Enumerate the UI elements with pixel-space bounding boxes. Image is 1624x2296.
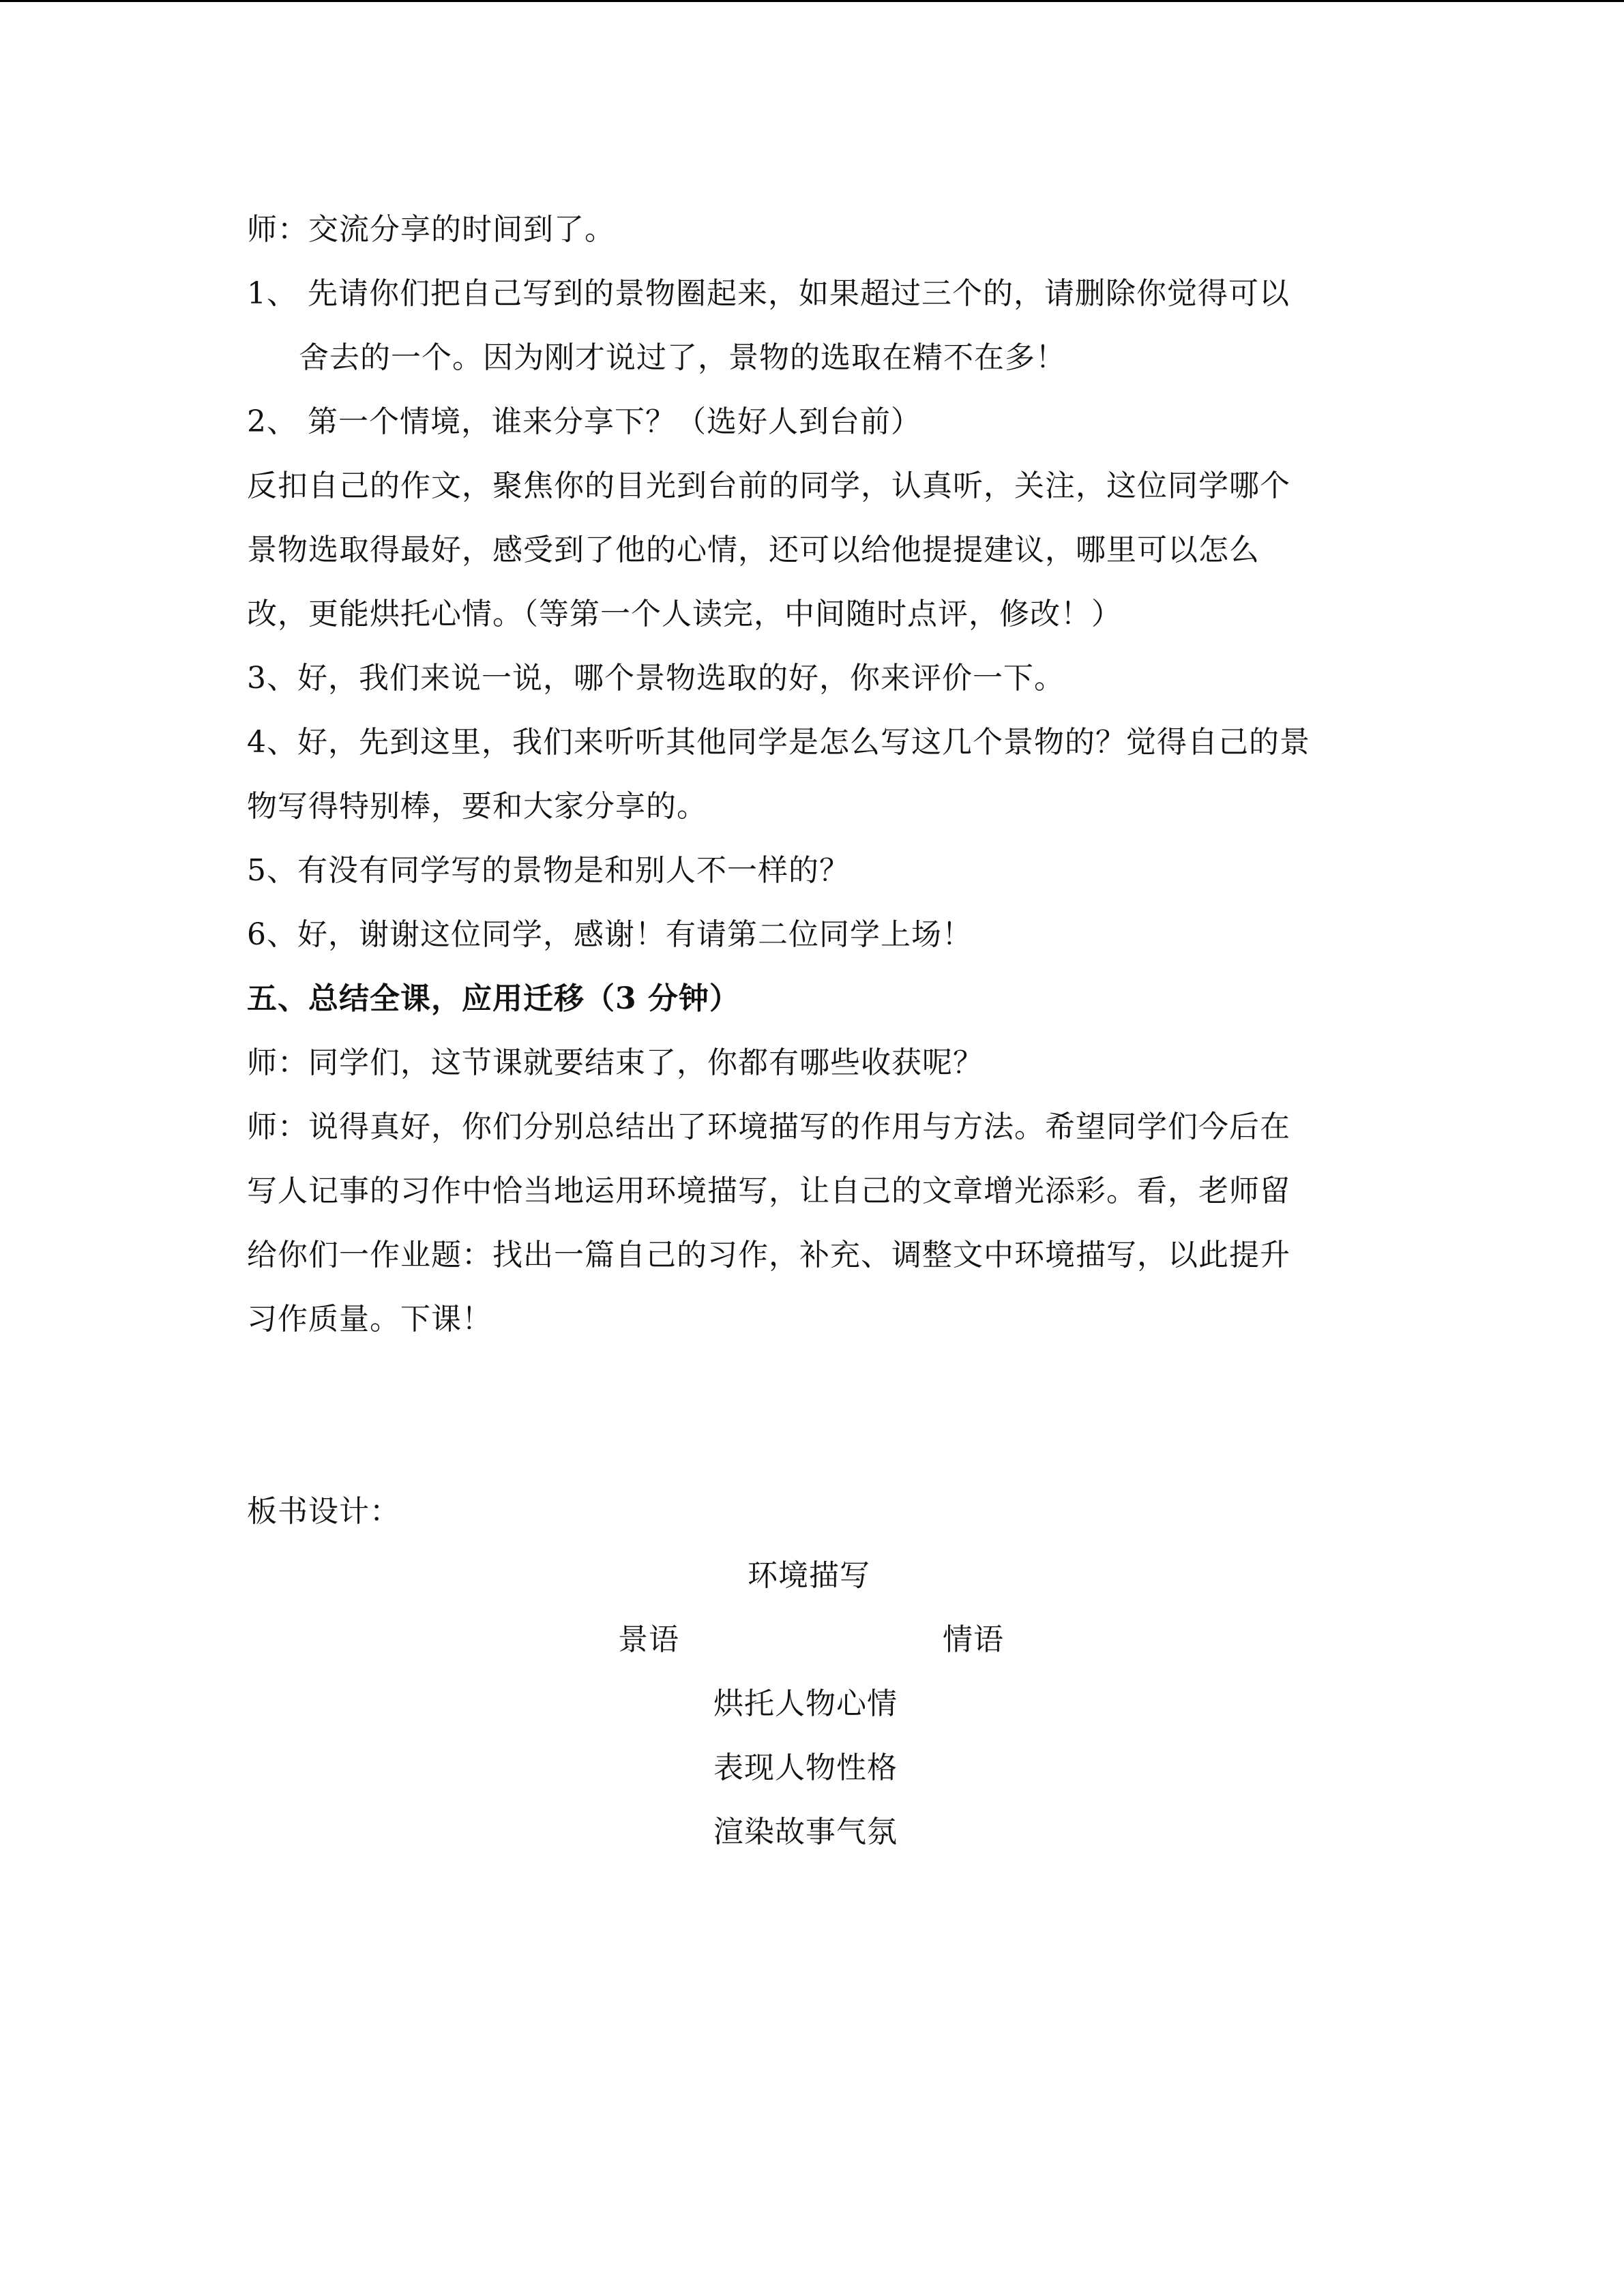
paragraph-line: 5、有没有同学写的景物是和别人不一样的？ [247,853,850,888]
document-page [247,198,1379,1885]
top-border-line [0,0,1624,2]
paragraph-line: 习作质量。下课！ [247,1302,492,1337]
paragraph-line: 改，更能烘托心情。（等第一个人读完，中间随时点评，修改！） [247,597,1122,631]
paragraph-line: 物写得特别棒，要和大家分享的。 [247,789,707,824]
paragraph-line: 景物选取得最好，感受到了他的心情，还可以给他提提建议，哪里可以怎么 [247,533,1260,567]
section-heading: 五、总结全课，应用迁移（3 分钟） [247,981,740,1016]
board-title: 环境描写 [748,1558,870,1593]
board-right-term: 情语 [943,1622,1004,1657]
board-item: 烘托人物心情 [713,1686,898,1721]
board-item: 表现人物性格 [713,1750,898,1785]
paragraph-line: 师：同学们，这节课就要结束了，你都有哪些收获呢？ [247,1045,984,1080]
paragraph-line: 3、好，我们来说一说，哪个景物选取的好，你来评价一下。 [247,661,1065,696]
paragraph-line: 师：说得真好，你们分别总结出了环境描写的作用与方法。希望同学们今后在 [247,1109,1290,1144]
paragraph-line: 4、好，先到这里，我们来听听其他同学是怎么写这几个景物的？觉得自己的景 [247,725,1310,760]
paragraph-line: 给你们一作业题：找出一篇自己的习作，补充、调整文中环境描写，以此提升 [247,1238,1290,1272]
paragraph-line: 2、 第一个情境，谁来分享下？（选好人到台前） [247,404,921,439]
paragraph-line: 写人记事的习作中恰当地运用环境描写，让自己的文章增光添彩。看，老师留 [247,1174,1290,1208]
paragraph-line: 6、好，谢谢这位同学，感谢！有请第二位同学上场！ [247,917,973,952]
paragraph-line: 反扣自己的作文，聚焦你的目光到台前的同学，认真听，关注，这位同学哪个 [247,468,1290,503]
paragraph-line: 1、 先请你们把自己写到的景物圈起来，如果超过三个的，请删除你觉得可以 [247,276,1290,311]
board-design-label: 板书设计： [247,1494,400,1529]
section-gap [247,1352,1379,1480]
board-left-term: 景语 [618,1622,679,1657]
paragraph-line: 师：交流分享的时间到了。 [247,212,615,247]
paragraph-line: 舍去的一个。因为刚才说过了，景物的选取在精不在多！ [299,340,1066,375]
lesson-body [247,198,1379,1352]
board-design [247,1544,1379,1885]
board-item: 渲染故事气氛 [713,1815,898,1849]
